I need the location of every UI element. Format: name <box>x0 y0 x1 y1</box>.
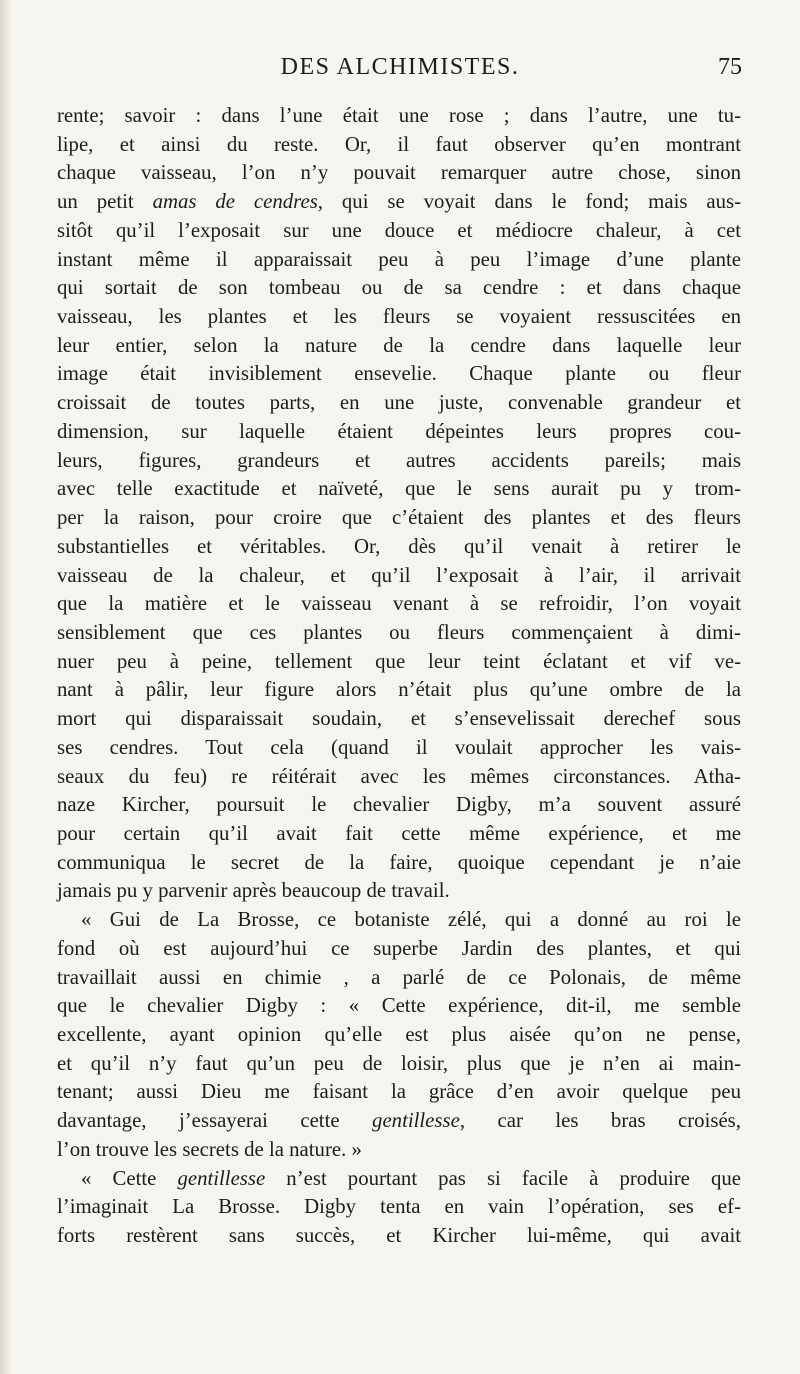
text-line: vaisseau, les plantes et les fleurs se voyaient ressuscitées en <box>57 305 741 329</box>
text-run: , car les bras croisés, <box>459 1109 741 1133</box>
text-line: nant à pâlir, leur figure alors n’était plus qu’une ombre de la <box>57 678 741 702</box>
text-line: seaux du feu) re réitérait avec les mêmes circonstances. Atha- <box>57 764 741 788</box>
text-line: excellente, ayant opinion qu’elle est plus aisée qu’on ne pense, <box>57 1023 741 1046</box>
text-line: dimension, sur laquelle étaient dépeintes leurs propres cou- <box>57 419 741 443</box>
text-run: , qui se voyait dans le fond; mais aus- <box>317 190 741 214</box>
text-line: vaisseau de la chaleur, et qu’il l’exposait à l’air, il arrivait <box>57 563 741 587</box>
text-line: que la matière et le vaisseau venant à se refroidir, l’on voyait <box>57 592 741 616</box>
text-line: et qu’il n’y faut qu’un peu de loisir, plus que je n’en ai main- <box>57 1051 741 1075</box>
text-line: « Gui de La Brosse, ce botaniste zélé, qui a donné au roi le <box>81 908 741 932</box>
page-number: 75 <box>718 54 742 80</box>
text-run: « Cette <box>81 1166 178 1190</box>
text-line: naze Kircher, poursuit le chevalier Digby, m’a souvent assuré <box>57 793 741 817</box>
text-run: davantage, j’essayerai cette <box>57 1109 373 1133</box>
text-line: sensiblement que ces plantes ou fleurs commençaient à dimi- <box>57 620 741 644</box>
text-line: tenant; aussi Dieu me faisant la grâce d’en avoir quelque peu <box>57 1080 741 1104</box>
text-line: image était invisiblement ensevelie. Chaque plante ou fleur <box>57 362 741 386</box>
text-line <box>57 1107 741 1136</box>
text-line: qui sortait de son tombeau ou de sa cendre : et dans chaque <box>57 276 741 300</box>
text-line: mort qui disparaissait soudain, et s’ensevelissait derechef sous <box>57 707 741 731</box>
text-line: leurs, figures, grandeurs et autres accidents pareils; mais <box>57 448 741 472</box>
text-line: avec telle exactitude et naïveté, que le sens aurait pu y trom- <box>57 477 741 501</box>
text-line: rente; savoir : dans l’une était une rose ; dans l’autre, une tu- <box>57 104 741 127</box>
text-line: communiqua le secret de la faire, quoique cependant je n’aie <box>57 850 741 874</box>
text-line <box>57 188 741 217</box>
italic-run: amas de cendres <box>152 190 318 214</box>
text-line: chaque vaisseau, l’on n’y pouvait remarquer autre chose, sinon <box>57 161 741 185</box>
text-line: sitôt qu’il l’exposait sur une douce et médiocre chaleur, à cet <box>57 218 741 242</box>
text-line: travaillait aussi en chimie , a parlé de ce Polonais, de même <box>57 965 741 989</box>
text-line: croissait de toutes parts, en une juste, convenable grandeur et <box>57 391 741 415</box>
text-run: un petit <box>57 190 153 214</box>
text-run: n’est pourtant pas si facile à produire que <box>265 1166 742 1190</box>
text-line: l’on trouve les secrets de la nature. » <box>57 1137 362 1161</box>
running-title: DES ALCHIMISTES. <box>280 54 520 80</box>
text-line <box>57 1165 741 1194</box>
text-line: pour certain qu’il avait fait cette même expérience, et me <box>57 821 741 845</box>
text-line: forts restèrent sans succès, et Kircher lui-même, qui avait <box>57 1224 741 1248</box>
text-line: per la raison, pour croire que c’étaient des plantes et des fleurs <box>57 506 741 530</box>
text-line: leur entier, selon la nature de la cendre dans laquelle leur <box>57 333 741 357</box>
text-line: ses cendres. Tout cela (quand il voulait approcher les vais- <box>57 735 741 759</box>
running-head <box>0 54 800 90</box>
text-line: l’imaginait La Brosse. Digby tenta en vain l’opération, ses ef- <box>57 1195 741 1219</box>
text-line: fond où est aujourd’hui ce superbe Jardin des plantes, et qui <box>57 936 741 960</box>
text-line: instant même il apparaissait peu à peu l’image d’une plante <box>57 247 741 271</box>
text-line: jamais pu y parvenir après beaucoup de travail. <box>57 879 450 903</box>
italic-run: gentillesse <box>372 1109 460 1133</box>
text-line: lipe, et ainsi du reste. Or, il faut observer qu’en montrant <box>57 132 741 156</box>
text-line: substantielles et véritables. Or, dès qu’il venait à retirer le <box>57 534 741 558</box>
italic-run: gentillesse <box>177 1166 266 1190</box>
page-gutter-shadow <box>0 0 12 1374</box>
text-line: nuer peu à peine, tellement que leur teint éclatant et vif ve- <box>57 649 741 673</box>
body-text <box>57 102 741 1251</box>
text-line: que le chevalier Digby : « Cette expérience, dit-il, me semble <box>57 994 741 1018</box>
